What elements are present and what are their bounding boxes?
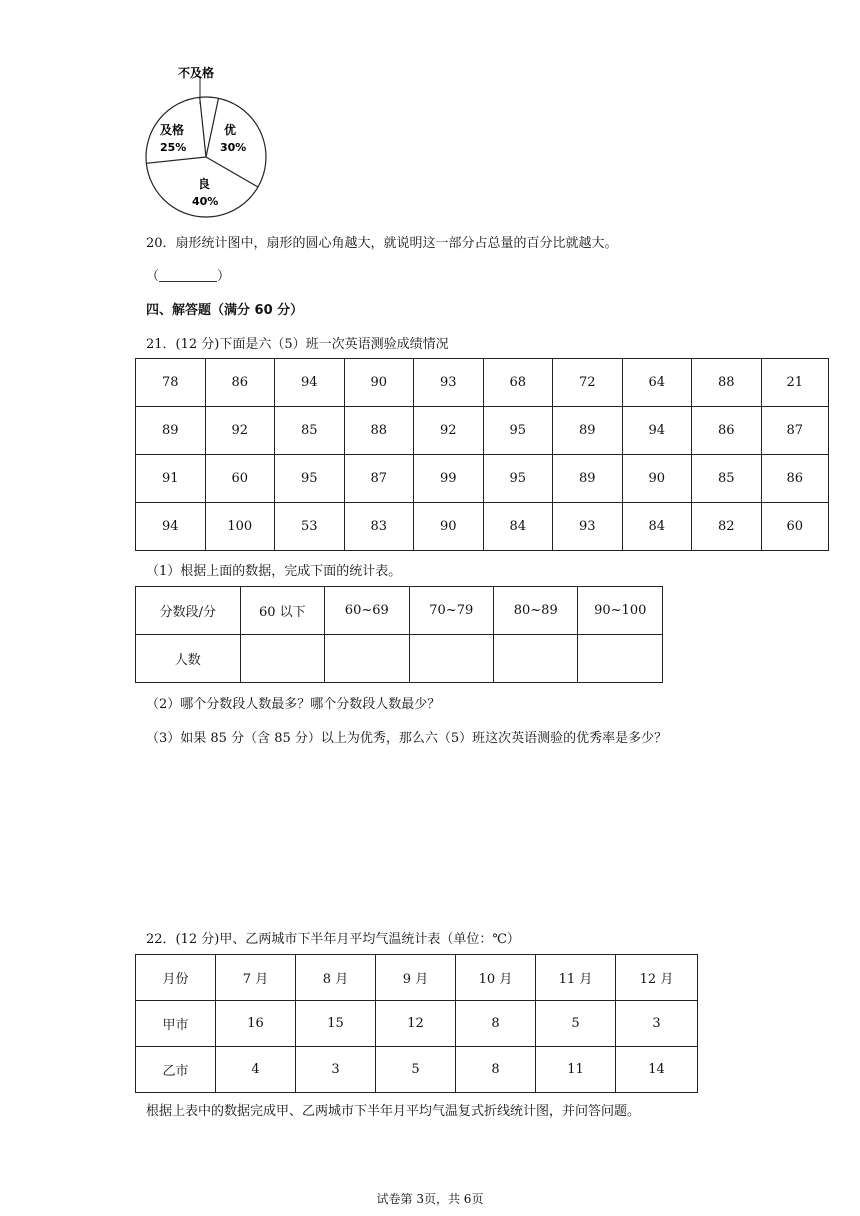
stats-header-cell: 60~69 [325,587,409,635]
scores-row [136,359,829,407]
temp-cell: 14 [616,1047,698,1093]
temp-cell: 12 [376,1001,456,1047]
scores-row [136,407,829,455]
temp-data-row [136,1047,698,1093]
score-cell: 88 [344,407,414,455]
stats-answer-cell[interactable] [494,635,578,683]
pie-pct-excellent: 30% [220,141,247,154]
stats-header-cell: 70~79 [409,587,493,635]
stats-count-row [136,635,663,683]
score-cell: 68 [483,359,553,407]
scores-row [136,503,829,551]
pie-chart [138,60,278,220]
pie-label-good: 良 [198,177,211,191]
temp-header-cell: 11 月 [536,955,616,1001]
pie-label-pass: 及格 [160,123,185,137]
temp-cell: 16 [216,1001,296,1047]
score-cell: 64 [622,359,692,407]
score-cell: 83 [344,503,414,551]
temp-header-cell: 8 月 [296,955,376,1001]
stats-header-cell: 90~100 [578,587,663,635]
temp-cell: 4 [216,1047,296,1093]
score-cell: 92 [205,407,275,455]
score-cell: 99 [414,455,484,503]
score-cell: 87 [344,455,414,503]
q21-sub2: （2）哪个分数段人数最多？哪个分数段人数最少？ [146,697,441,712]
stats-answer-cell[interactable] [325,635,409,683]
score-cell: 93 [553,503,623,551]
temp-cell: 3 [616,1001,698,1047]
temp-cell: 11 [536,1047,616,1093]
temp-cell: 8 [456,1001,536,1047]
temp-header-cell: 9 月 [376,955,456,1001]
page-footer: 试卷第 3页，共 6页 [376,1192,484,1206]
score-cell: 86 [205,359,275,407]
pie-slice-divider [146,157,206,163]
score-cell: 93 [414,359,484,407]
score-cell: 84 [483,503,553,551]
temp-cell: 5 [536,1001,616,1047]
temp-header-cell: 7 月 [216,955,296,1001]
score-cell: 95 [275,455,345,503]
score-cell: 95 [483,455,553,503]
score-cell: 90 [344,359,414,407]
score-cell: 86 [692,407,762,455]
score-cell: 95 [483,407,553,455]
temp-header-cell: 月份 [136,955,216,1001]
q21-sub1: （1）根据上面的数据，完成下面的统计表。 [146,564,402,579]
score-cell: 94 [622,407,692,455]
score-cell: 78 [136,359,206,407]
score-cell: 91 [136,455,206,503]
score-cell: 88 [692,359,762,407]
score-cell: 85 [692,455,762,503]
score-cell: 72 [553,359,623,407]
pie-pct-pass: 25% [160,141,187,154]
score-cell: 85 [275,407,345,455]
stats-header-cell: 80~89 [494,587,578,635]
score-cell: 21 [761,359,829,407]
score-cell: 94 [275,359,345,407]
score-cell: 90 [622,455,692,503]
temp-cell: 3 [296,1047,376,1093]
q20-text: 20．扇形统计图中，扇形的圆心角越大，就说明这一部分占总量的百分比就越大。 [146,236,618,251]
score-cell: 100 [205,503,275,551]
q22-title: 22．(12 分)甲、乙两城市下半年月平均气温统计表（单位：℃） [146,932,520,947]
stats-table [135,586,663,683]
score-cell: 90 [414,503,484,551]
score-cell: 60 [205,455,275,503]
scores-row [136,455,829,503]
stats-header-cell: 60 以下 [240,587,324,635]
stats-row-label: 人数 [136,635,241,683]
stats-header-row [136,587,663,635]
stats-answer-cell[interactable] [578,635,663,683]
score-cell: 87 [761,407,829,455]
score-cell: 53 [275,503,345,551]
temp-data-row [136,1001,698,1047]
temp-cell: 8 [456,1047,536,1093]
score-cell: 84 [622,503,692,551]
temp-cell: 乙市 [136,1047,216,1093]
pie-label-excellent: 优 [224,123,237,137]
answer-blank-line [159,269,217,282]
section-title: 四、解答题（满分 60 分） [146,303,304,318]
temp-header-cell: 10 月 [456,955,536,1001]
pie-slice-divider [206,98,219,157]
score-cell: 94 [136,503,206,551]
temperature-table [135,954,698,1093]
temp-header-cell: 12 月 [616,955,698,1001]
stats-header-cell: 分数段/分 [136,587,241,635]
pie-label-fail: 不及格 [178,66,215,80]
score-cell: 86 [761,455,829,503]
q21-title: 21．(12 分)下面是六（5）班一次英语测验成绩情况 [146,337,449,352]
q22-note: 根据上表中的数据完成甲、乙两城市下半年月平均气温复式折线统计图，并问答问题。 [146,1104,641,1119]
scores-table [135,358,829,551]
stats-answer-cell[interactable] [240,635,324,683]
pie-slice-divider [200,97,206,157]
q20-answer-blank[interactable]: （ ） [146,269,231,284]
score-cell: 89 [553,407,623,455]
score-cell: 60 [761,503,829,551]
q21-sub3: （3）如果 85 分（含 85 分）以上为优秀，那么六（5）班这次英语测验的优秀率是多少？ [146,731,668,746]
score-cell: 92 [414,407,484,455]
temp-cell: 15 [296,1001,376,1047]
stats-answer-cell[interactable] [409,635,493,683]
temp-header-row [136,955,698,1001]
score-cell: 89 [553,455,623,503]
pie-slice-divider [206,157,258,187]
score-cell: 82 [692,503,762,551]
pie-pct-good: 40% [192,195,219,208]
score-cell: 89 [136,407,206,455]
temp-cell: 5 [376,1047,456,1093]
temp-cell: 甲市 [136,1001,216,1047]
